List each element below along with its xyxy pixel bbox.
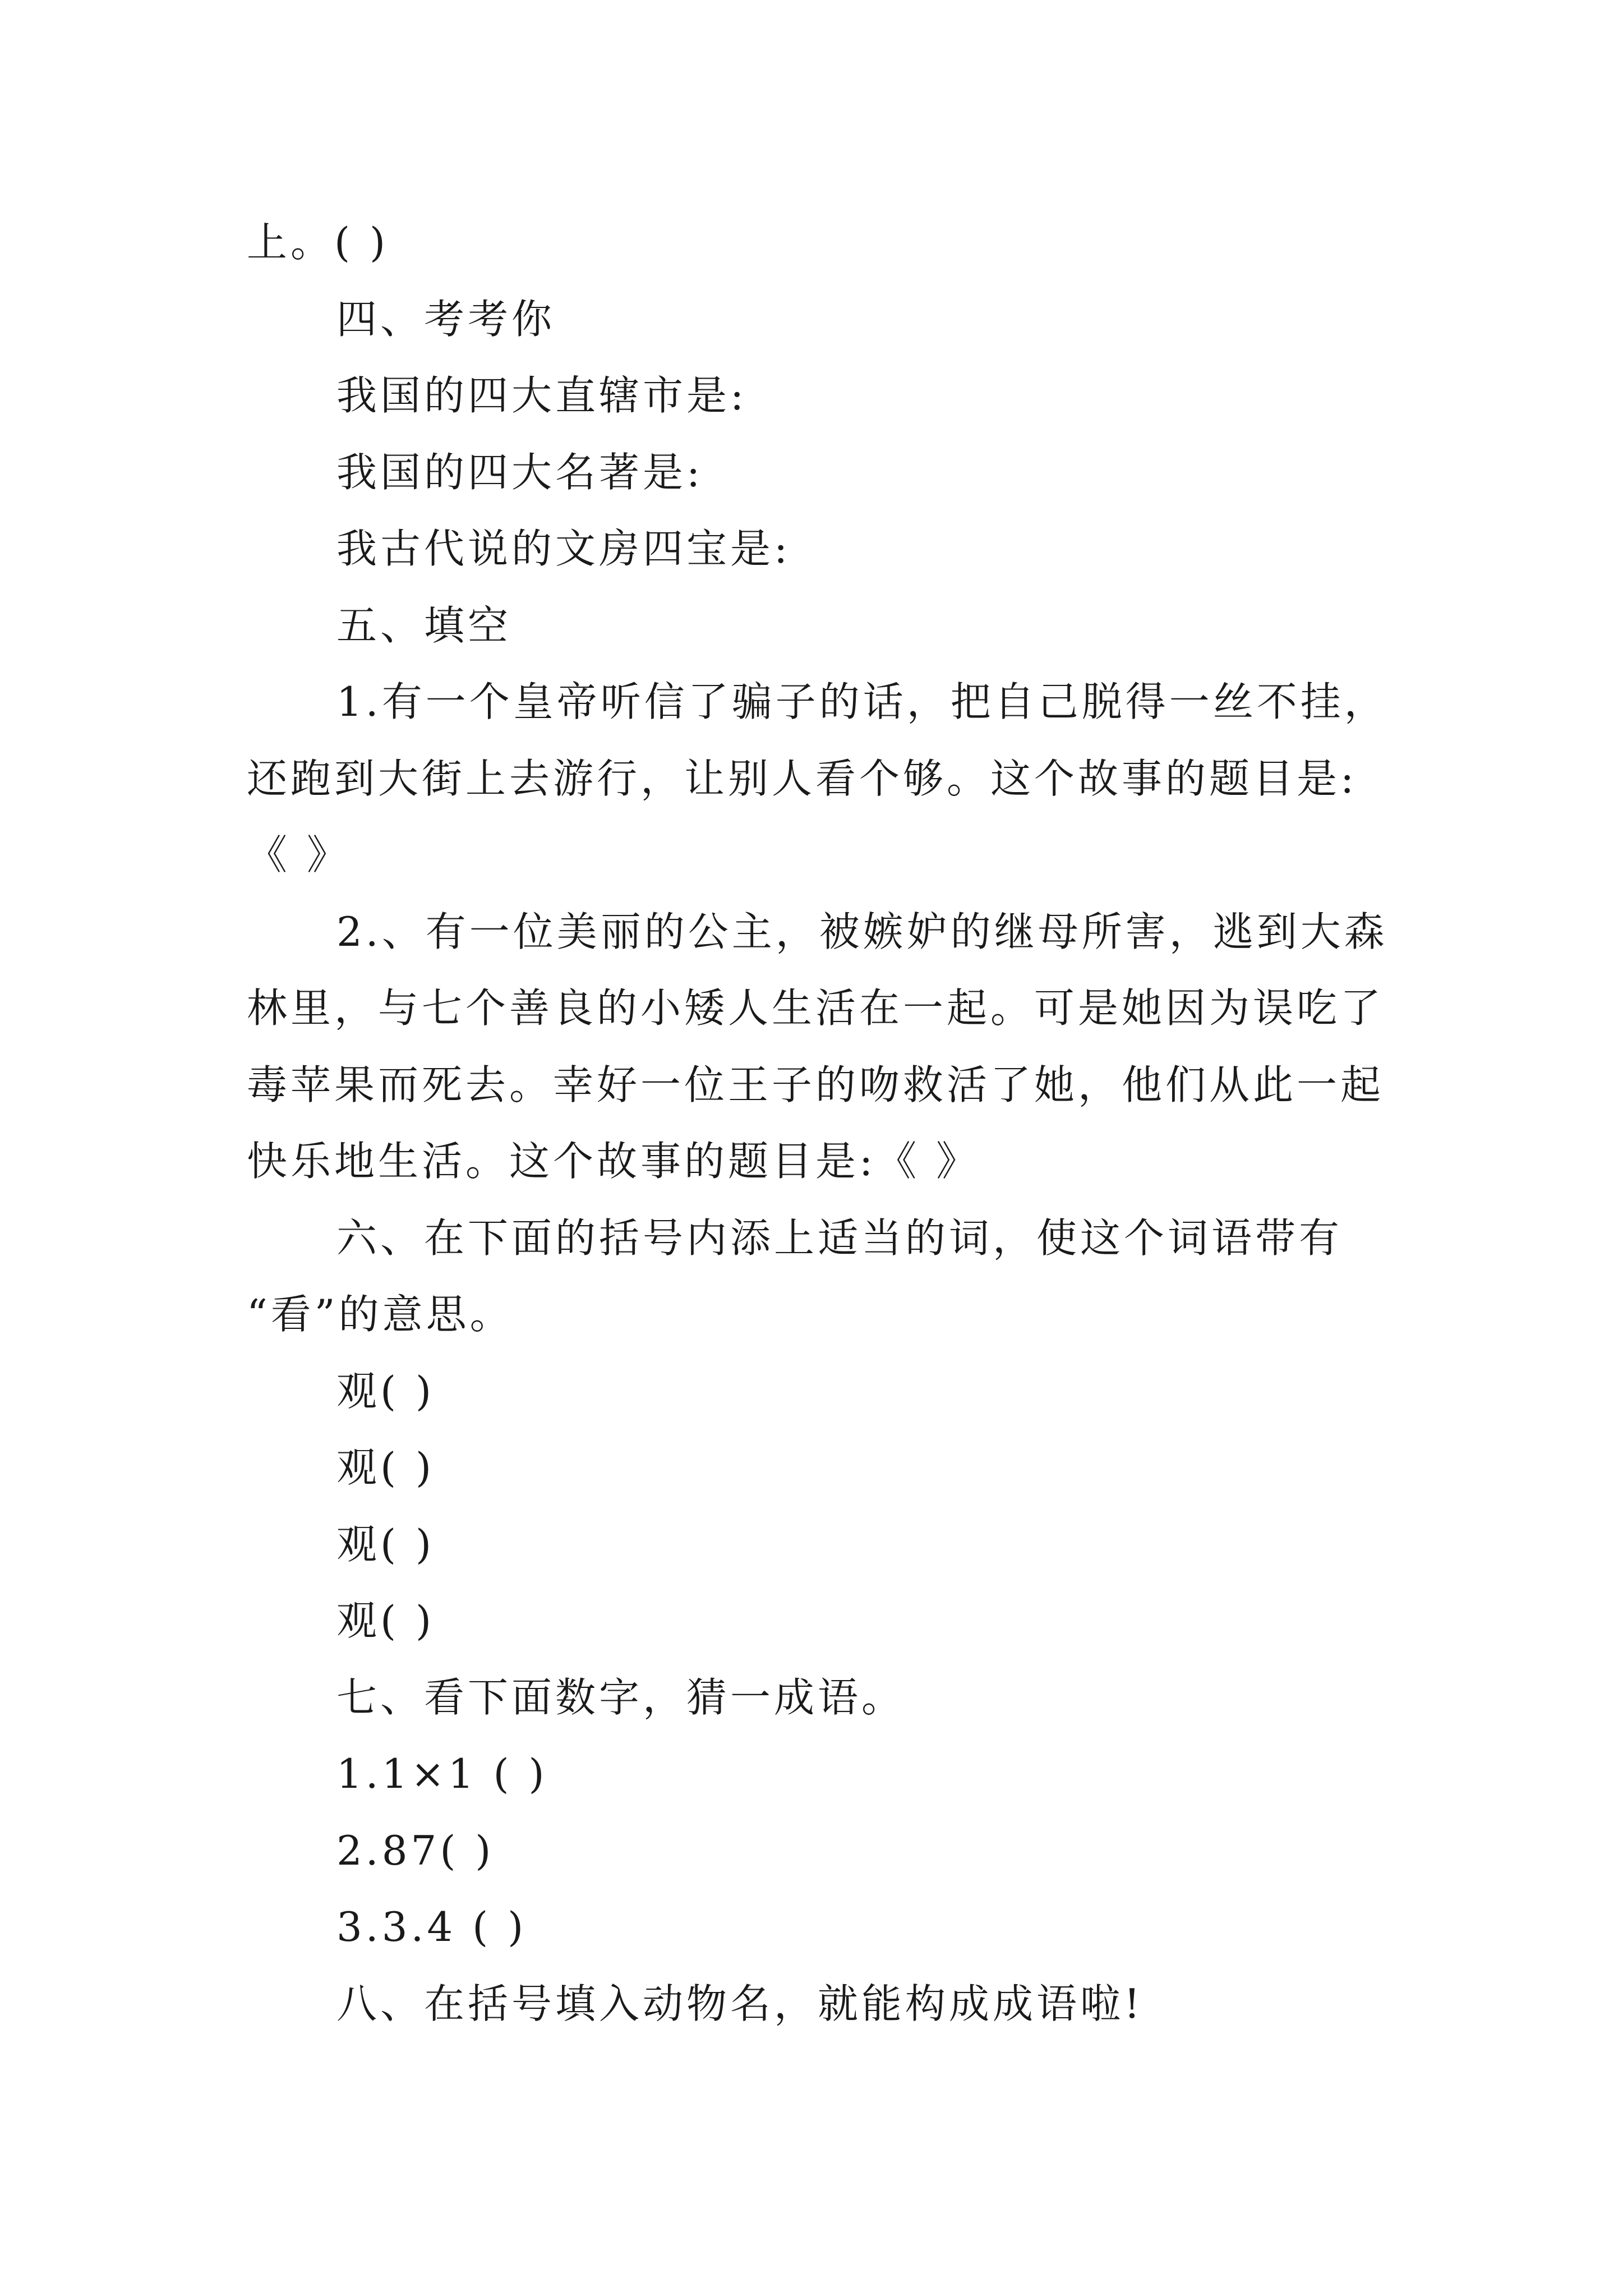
text-line: 《 》 [247,831,351,878]
question-line: 我国的四大名著是: [336,449,704,496]
section-heading: 八、在括号填入动物名，就能构成成语啦! [336,1980,1144,2027]
section-heading: 四、考考你 [336,296,556,343]
text-line: 林里，与七个善良的小矮人生活在一起。可是她因为误吃了 [247,984,1385,1032]
text-line: 还跑到大街上去游行，让别人看个够。这个故事的题目是: [247,755,1358,802]
section-heading: 七、看下面数字，猜一成语。 [336,1674,906,1721]
section-heading: 六、在下面的括号内添上适当的词，使这个词语带有 [336,1214,1343,1262]
text-line: 1.有一个皇帝听信了骗子的话，把自己脱得一丝不挂， [336,678,1388,725]
answer-line: 观( ) [336,1521,435,1568]
text-line: 2.、有一位美丽的公主，被嫉妒的继母所害，逃到大森 [336,908,1388,955]
text-line: “看”的意思。 [247,1291,514,1338]
text-line: 毒苹果而死去。幸好一位王子的吻救活了她，他们从此一起 [247,1061,1385,1108]
answer-line: 观( ) [336,1444,435,1491]
question-line: 我古代说的文房四宝是: [336,525,791,572]
answer-line: 观( ) [336,1368,435,1415]
section-heading: 五、填空 [336,602,512,649]
question-line: 我国的四大直辖市是: [336,372,748,419]
answer-line: 观( ) [336,1597,435,1644]
answer-line: 2.87( ) [336,1827,495,1874]
answer-line: 1.1×1 ( ) [336,1750,548,1797]
text-line: 上。( ) [247,219,389,266]
text-line: 快乐地生活。这个故事的题目是:《 》 [247,1138,980,1185]
answer-line: 3.3.4 ( ) [336,1903,527,1950]
